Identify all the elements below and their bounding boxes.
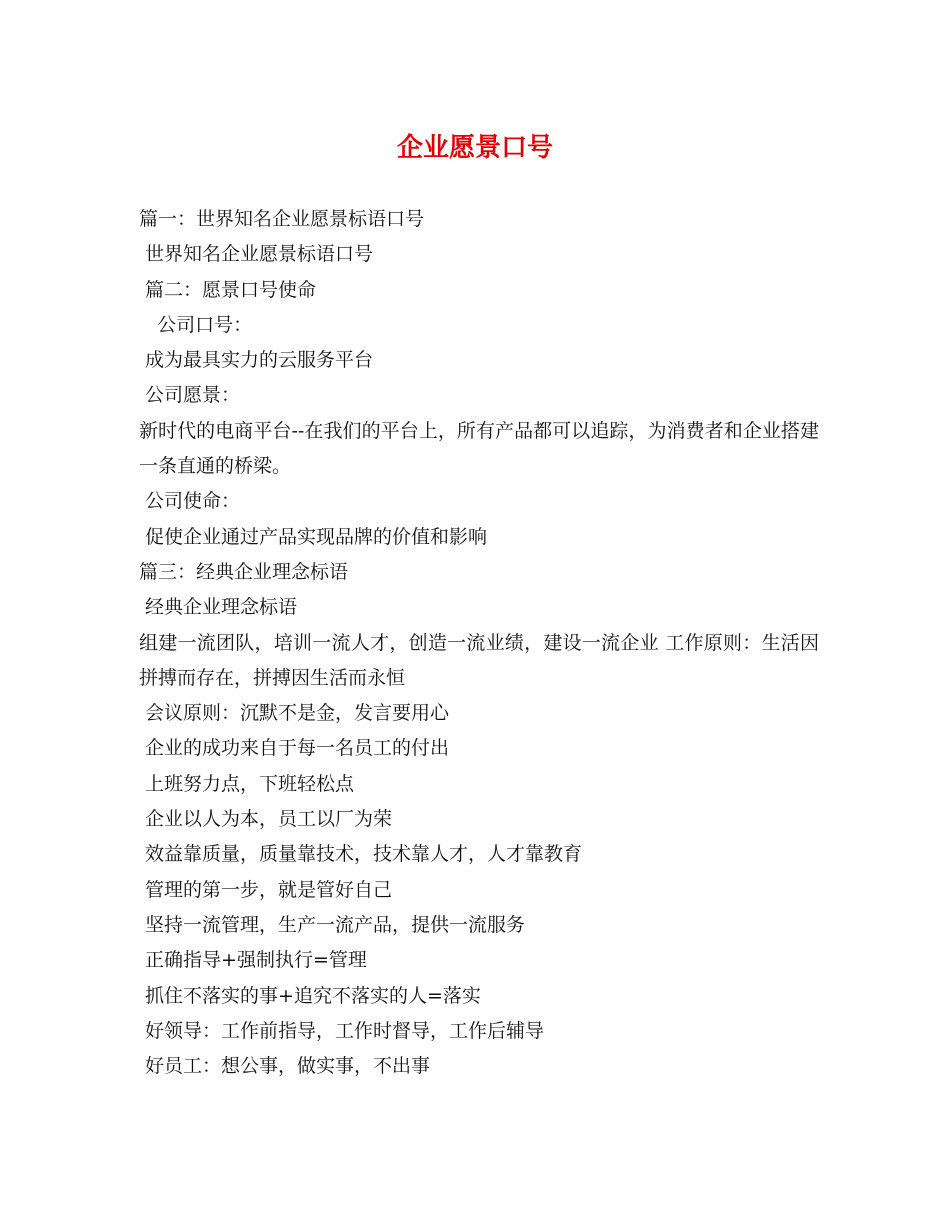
paragraph-line: 坚持一流管理，生产一流产品，提供一流服务 [139,913,526,936]
paragraph-line: 组建一流团队，培训一流人才，创造一流业绩，建设一流企业 工作原则：生活因拼搏而存在，拼搏因生活而永恒 [139,631,819,689]
paragraph-line: 好员工：想公事，做实事，不出事 [139,1055,431,1078]
paragraph-line: 企业的成功来自于每一名员工的付出 [139,737,450,760]
paragraph-line: 好领导：工作前指导，工作时督导，工作后辅导 [139,1019,545,1042]
paragraph-line: 上班努力点，下班轻松点 [139,772,355,795]
paragraph-line: 公司愿景： [139,384,241,407]
document-title: 企业愿景口号 [396,133,553,163]
paragraph-line: 公司口号： [139,313,253,336]
paragraph-line: 新时代的电商平台--在我们的平台上，所有产品都可以追踪，为消费者和企业搭建一条直通的桥梁。 [139,419,819,478]
paragraph-line: 企业以人为本，员工以厂为荣 [139,808,393,831]
paragraph-line: 管理的第一步，就是管好自己 [139,878,393,901]
paragraph-line: 成为最具实力的云服务平台 [139,349,374,372]
section-heading-1: 篇一：世界知名企业愿景标语口号 [139,208,425,230]
paragraph-line: 促使企业通过产品实现品牌的价值和影响 [139,525,488,548]
paragraph-line: 会议原则：沉默不是金，发言要用心 [139,702,450,725]
document-body [139,202,819,1084]
paragraph-line: 经典企业理念标语 [139,596,298,619]
paragraph-line: 世界知名企业愿景标语口号 [139,243,374,266]
section-heading-3: 篇三：经典企业理念标语 [139,560,349,583]
paragraph-line: 抓住不落实的事+追究不落实的人=落实 [139,984,481,1007]
paragraph-line: 效益靠质量，质量靠技术，技术靠人才，人才靠教育 [139,843,583,866]
paragraph-line: 正确指导+强制执行=管理 [139,949,367,972]
paragraph-line: 公司使命： [139,490,241,513]
section-heading-2: 篇二：愿景口号使命 [139,278,317,301]
